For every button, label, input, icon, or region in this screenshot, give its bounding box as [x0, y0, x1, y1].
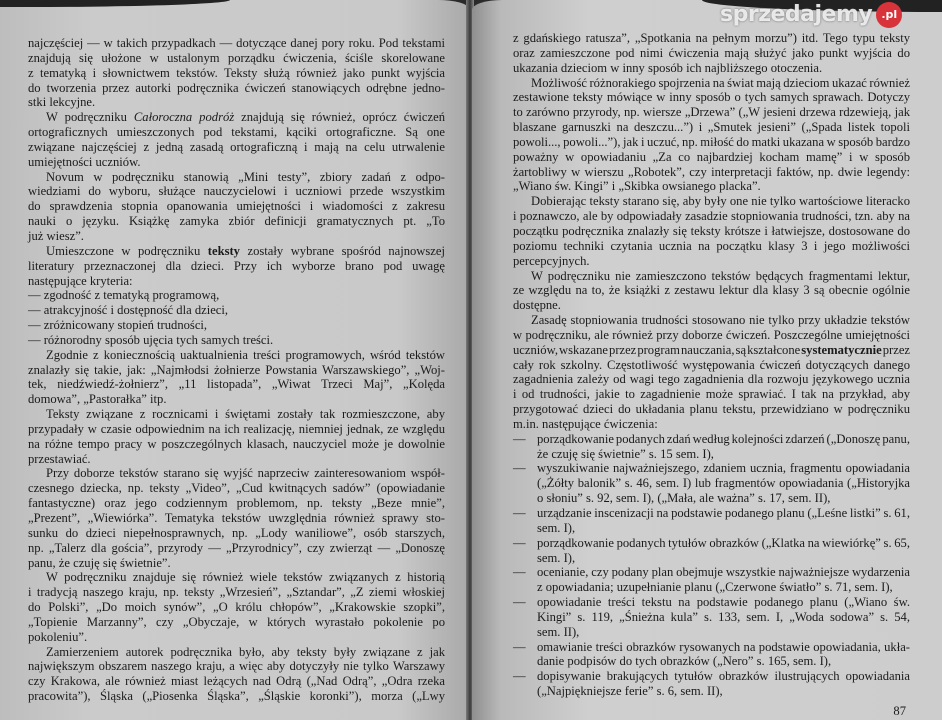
text-run: znalazły się takie, jak: „Najmłodsi żołnierze Powstania Warszawskiego”, „Woj- [28, 362, 445, 377]
text-line [513, 654, 910, 669]
line-text [537, 565, 910, 580]
text-line [28, 496, 445, 511]
text-line [513, 506, 910, 521]
text-line [513, 343, 910, 358]
line-text [28, 363, 445, 378]
text-run: z tematyką i słownictwem tekstów. Teksty służą również jako punkt wyjścia [28, 65, 445, 80]
text-run: i tradycją naszego kraju, np. teksty „Wrzesień”, „Sztandar”, „Z ziemi włoskiej [28, 585, 445, 600]
text-line [28, 511, 445, 526]
line-text [537, 654, 831, 669]
list-dash: — [513, 565, 526, 580]
text-run: przez [881, 342, 911, 357]
text-line [28, 541, 445, 556]
list-dash: — [513, 639, 526, 654]
line-text [28, 541, 445, 556]
text-run: nauki o języku. Książkę zamyka zbiór definicji gramatycznych pt. „To [28, 214, 445, 229]
text-line [28, 66, 445, 81]
line-text [28, 556, 171, 571]
text-line [513, 417, 910, 432]
line-text [28, 437, 445, 452]
text-line [28, 600, 445, 615]
line-text [46, 570, 445, 585]
text-run: związane najczęściej z jedną zasadą ortograficzną i mają na celu utrwalenie [28, 139, 445, 154]
text-line [513, 551, 910, 566]
text-run: i poznawczo, ale by odpowiadały zasadzie stopniowania trudności, tzn. aby na [513, 209, 910, 224]
line-text [531, 269, 910, 284]
text-run: wyszukiwanie najważniejszego, zdaniem ucznia, fragmentu opowiadania [537, 461, 910, 476]
text-run: sunku do dzieci niepełnosprawnych, np. „Lody waniliowe”, osób starszych, [28, 525, 445, 540]
right-page [472, 0, 942, 720]
text-run: i od trudności, jakie to zagadnienie może sprawiać. I tak na przykład, aby [513, 387, 910, 402]
right-page-text [513, 31, 910, 699]
text-line [513, 135, 910, 150]
text-line [513, 105, 910, 120]
left-page-text [28, 36, 445, 704]
text-run: sem. I), [537, 520, 576, 535]
text-line [28, 466, 445, 481]
watermark-logo [720, 1, 902, 29]
line-text [28, 630, 87, 645]
text-line [28, 437, 445, 452]
text-run: ocenianie, czy podany plan obejmuje wszystkie najważniejsze wydarzenia [537, 565, 910, 580]
line-text [28, 496, 445, 511]
line-text [28, 615, 445, 630]
text-line [513, 625, 910, 640]
text-run: najczęściej — w takich przypadkach — dotyczące danej pory roku. Pod tekstami [28, 36, 445, 50]
text-line [28, 348, 445, 363]
text-line [513, 165, 910, 180]
line-text [513, 298, 561, 313]
line-text [513, 254, 590, 269]
line-text [28, 600, 445, 615]
line-text [513, 135, 910, 150]
bold-text: teksty [207, 243, 240, 258]
text-run: m.in. następujące ćwiczenia: [513, 416, 658, 431]
text-line [513, 239, 910, 254]
text-run: początku podręcznika znalazły się teksty krótsze i łatwiejsze, dostosowane do [513, 223, 910, 238]
text-run: Teksty związane z rocznicami i świętami zostały tak rozmieszczone, aby [46, 407, 445, 422]
line-text [537, 625, 579, 640]
line-text [537, 595, 910, 610]
text-line [28, 229, 445, 244]
text-line [28, 110, 445, 125]
line-text [513, 179, 761, 194]
text-line [28, 259, 445, 274]
text-line [513, 194, 910, 209]
text-line [28, 36, 445, 51]
line-text [513, 402, 910, 417]
line-text [28, 481, 445, 496]
text-run: z gdańskiego ratusza”, „Spotkania na pełnym morzu”) itd. Tego typu teksty [513, 31, 910, 45]
text-run: („Żółty balonik” s. 46, sem. I) lub fragmentów opowiadania („Historyjka [537, 476, 910, 491]
text-run: to zarówno przyrody, np. wiersze „Drzewa” („W jesieni drzewa rdzewieją, jak [513, 105, 910, 120]
text-line [28, 422, 445, 437]
line-text [28, 66, 445, 81]
text-line [28, 689, 445, 704]
line-text [28, 585, 445, 600]
text-run: domowa”, „Pastorałka” itp. [28, 392, 167, 407]
text-line [513, 269, 910, 284]
text-run: Zasadę stopniowania trudności stosowano nie tylko przy układzie tekstów [531, 313, 910, 328]
text-run: panu, że czuję się świetnie”. [28, 555, 171, 570]
text-line [513, 521, 910, 536]
text-run: tek, niedźwiedź-żołnierz”, „11 listopada”, „Wiwat Trzeci Maj”, „Kolęda [28, 377, 445, 392]
text-run: omawianie treści obrazków rysowanych na podstawie opowiadania, ukła- [537, 639, 910, 654]
watermark-text: sprzedajemy [720, 2, 873, 27]
text-run: zestawione teksty mówiące w inny sposób o tych samych sprawach. Dotyczy [513, 90, 910, 105]
text-line [28, 184, 445, 199]
line-text [28, 288, 219, 303]
text-line [513, 461, 910, 476]
text-run: zagadnienia zależy od wagi tego zagadnienia dla rozwoju językowego ucznia [513, 372, 910, 387]
text-line [513, 61, 910, 76]
text-line [513, 372, 910, 387]
line-text [513, 90, 910, 105]
line-text [28, 155, 141, 170]
text-line [513, 536, 910, 551]
text-line [513, 90, 910, 105]
text-line [28, 214, 445, 229]
line-text [537, 521, 575, 536]
line-text [513, 224, 910, 239]
text-run: powoli..., powoli...”), jak i uczuć, np. miłość do matki ukazana w sposób bardzo [513, 134, 910, 149]
line-text [28, 36, 445, 51]
text-line [28, 674, 445, 689]
text-line [28, 452, 445, 467]
text-line [513, 313, 910, 328]
line-text [513, 239, 910, 254]
line-text [513, 61, 822, 76]
text-line [28, 585, 445, 600]
text-line [513, 476, 910, 491]
line-text [537, 640, 910, 655]
line-text [28, 274, 133, 289]
line-text [28, 229, 84, 244]
text-run: W podręczniku [46, 110, 134, 125]
text-run: następujące kryteria: [28, 273, 133, 288]
text-run: do Polski”, „Do moich synów”, „O królu chłopów”, „Krakowskie szopki”, [28, 600, 445, 615]
line-text [28, 51, 445, 66]
text-run: Dobierając teksty starano się, aby były one nie tylko wartościowe literacko [531, 194, 910, 209]
text-line [28, 81, 445, 96]
text-line [28, 377, 445, 392]
text-line [513, 328, 910, 343]
line-text [28, 689, 445, 704]
text-line [28, 170, 445, 185]
text-run: że czuję się świetnie” s. 15 sem. I), [537, 446, 714, 461]
text-line [28, 630, 445, 645]
text-line [513, 209, 910, 224]
text-run: z opowiadania; uzupełnianie planu („Czerwone światło” s. 71, sem. I), [537, 580, 893, 595]
line-text [513, 387, 910, 402]
text-run: dopisywanie brakujących tytułów obrazków ilustrujących opowiadania [537, 669, 910, 684]
line-text [537, 432, 910, 447]
list-dash: — [513, 506, 526, 520]
text-run: sem. I), [537, 550, 576, 565]
text-run: znajdują się również, oprócz ćwiczeń [234, 110, 445, 125]
page-shadow [0, 0, 230, 7]
text-line [28, 125, 445, 140]
line-text [28, 184, 445, 199]
line-text [513, 105, 910, 120]
text-line [513, 684, 910, 699]
line-text [513, 165, 910, 180]
text-line [513, 358, 910, 373]
text-line [513, 580, 910, 595]
text-line [28, 95, 445, 110]
text-run: przestawiać. [28, 451, 91, 466]
text-line [28, 140, 445, 155]
line-text [28, 659, 445, 674]
text-run: żartobliwy w wierszu „Robotek”, czy interpretacji faktów, np. dwie legendy: [513, 164, 910, 179]
text-run: porządkowanie podanych zdań według kolejności zdarzeń („Donoszę panu, [537, 431, 910, 446]
text-line [28, 615, 445, 630]
text-line [513, 491, 910, 506]
line-text [513, 343, 910, 358]
line-text [537, 669, 910, 684]
text-run: przygotować dzieci do układania planu tekstu, przewidziano w podręczniku [513, 402, 910, 417]
text-line [513, 669, 910, 684]
text-line [28, 570, 445, 585]
italic-title: Całoroczna podróż [133, 110, 235, 125]
text-run: — różnorodny sposób ujęcia tych samych treści. [28, 332, 274, 347]
text-run: porządkowanie podanych tytułów obrazków („Klatka na wiewiórkę” s. 65, [537, 535, 910, 550]
text-run: zostały wybrane spośród najnowszej [239, 243, 445, 258]
line-text [28, 422, 445, 437]
line-text [537, 610, 910, 625]
text-run: — zróżnicowany stopień trudności, [28, 318, 208, 333]
text-line [513, 31, 910, 46]
text-run: na różne tempo pracy w poszczególnych klasach, nauczyciel może je dowolnie [28, 436, 445, 451]
text-run: („Najpiękniejsze ferie” s. 6, sem. II), [537, 684, 723, 699]
text-run: W podręczniku znajduje się również wiele tekstów związanych z historią [46, 570, 445, 585]
text-line [28, 274, 445, 289]
line-text [28, 303, 228, 318]
line-text [28, 125, 445, 140]
text-run: literatury przeznaczonej dla dzieci. Przy ich wyborze brano pod uwagę [28, 258, 445, 273]
text-line [28, 481, 445, 496]
text-run: w podręczniku, ale również przy doborze ćwiczeń. Poszczególne umiejętności [513, 327, 910, 342]
line-text [28, 511, 445, 526]
line-text [537, 476, 910, 491]
text-line [28, 556, 445, 571]
line-text [28, 674, 445, 689]
text-run: uczniów, wskazane przez program nauczania, są kształcone [513, 342, 802, 357]
text-line [513, 283, 910, 298]
text-run: fantastyczne) oraz jego codziennym problemom, np. teksty „Beze mnie”, [28, 496, 445, 511]
watermark-badge: .pl [876, 2, 902, 28]
line-text [537, 551, 575, 566]
text-run: dostępne. [513, 298, 561, 313]
text-run: Umieszczone w podręczniku [46, 243, 208, 258]
line-text [28, 452, 91, 467]
line-text [28, 333, 273, 348]
line-text [531, 76, 910, 91]
line-text [46, 645, 445, 660]
text-run: Zamierzeniem autorek podręcznika było, aby teksty były związane z jak [46, 644, 445, 659]
line-text [513, 328, 910, 343]
list-dash: — [513, 461, 526, 476]
text-line [513, 179, 910, 194]
line-text [28, 140, 445, 155]
text-line [513, 387, 910, 402]
text-run: opowiadanie treści tekstu na podstawie podanego planu („Wiano św. [537, 595, 910, 610]
list-dash: — [513, 595, 526, 610]
text-run: np. „Talerz dla gościa”, przyrody — „Przyrodnicy”, czy zwierząt — „Donoszę [28, 540, 445, 555]
text-line [513, 150, 910, 165]
line-text [513, 283, 910, 298]
left-page [0, 0, 468, 720]
text-line [513, 595, 910, 610]
text-run: — atrakcyjność i dostępność dla dzieci, [28, 303, 229, 318]
text-run: danie podpisów do tych obrazków („Nero” s. 165, sem. I), [537, 654, 832, 669]
text-run: poziomu techniki czytania ucznia na początku klasy 3 i jego możliwości [513, 238, 910, 253]
line-text [513, 417, 658, 432]
list-dash: — [513, 669, 526, 684]
text-run: Przy doborze tekstów starano się wyjść naprzeciw zainteresowaniom współ- [46, 466, 445, 481]
line-text [537, 684, 723, 699]
line-text [537, 491, 830, 506]
line-text [537, 580, 893, 595]
text-run: oraz zamieszczone pod nimi ćwiczenia mają służyć jako punkt wyjścia do [513, 45, 910, 60]
text-line [513, 298, 910, 313]
line-text [537, 447, 714, 462]
text-run: urządzanie inscenizacji na podstawie podanego planu („Leśne listki” s. 61, [537, 506, 910, 520]
text-line [28, 51, 445, 66]
text-run: Zgodnie z koniecznością uaktualnienia treści programowych, wśród tekstów [46, 347, 445, 362]
text-run: Możliwość różnorakiego spojrzenia na świat mają dzieciom ukazać również [531, 75, 910, 90]
line-text [46, 407, 445, 422]
text-run: ukazania dzieciom w inny sposób ich najbliższego otoczenia. [513, 60, 823, 75]
line-text [28, 214, 445, 229]
line-text [537, 536, 910, 551]
list-dash: — [513, 535, 526, 550]
text-run: już wiesz”. [28, 228, 84, 243]
line-text [28, 95, 95, 110]
text-run: sem. II), [537, 624, 580, 639]
text-run: „Topienie Marzanny”, czy „Obyczaje, w których wyrastało pokolenie po [28, 614, 445, 629]
line-text [513, 372, 910, 387]
text-line [513, 640, 910, 655]
line-text [46, 466, 445, 481]
text-run: przypadały w czasie odpowiednim na ich realizację, niemniej jednak, ze względu [28, 421, 445, 436]
text-line [28, 318, 445, 333]
text-line [28, 333, 445, 348]
text-line [28, 155, 445, 170]
text-run: W podręczniku nie zamieszczono tekstów będących fragmentami lektur, [531, 268, 910, 283]
line-text [28, 377, 445, 392]
text-line [28, 526, 445, 541]
text-line [513, 254, 910, 269]
line-text [46, 110, 445, 125]
line-text [513, 358, 910, 373]
line-text [28, 199, 445, 214]
text-line [513, 224, 910, 239]
text-run: blaszane garnuszki na deszczu...”) i „Smutek jesieni” („Spada listek topoli [513, 120, 910, 135]
text-line [28, 244, 445, 259]
text-line [513, 432, 910, 447]
line-text [46, 170, 445, 185]
list-dash: — [513, 431, 526, 446]
text-line [513, 610, 910, 625]
text-run: percepcyjnych. [513, 253, 590, 268]
line-text [28, 392, 167, 407]
text-line [513, 120, 910, 135]
line-text [513, 120, 910, 135]
text-run: Kingi” s. 119, „Śnieżna kula” s. 133, sem. I, „Woda sodowa” s. 54, [537, 609, 910, 624]
text-run: do tworzenia przez autorki podręcznika ćwiczeń stanowiących odrębne jedno- [28, 80, 445, 95]
text-run: do sprawdzenia stopnia opanowania umiejętności i wiadomości z zakresu [28, 199, 445, 214]
text-line [28, 288, 445, 303]
text-run: czesnego dziecka, np. teksty „Video”, „Cud kwitnących sadów” (opowiadanie [28, 481, 445, 496]
text-line [28, 199, 445, 214]
line-text [513, 31, 910, 46]
line-text [531, 313, 910, 328]
text-run: poważny w opowiadaniu „Za co najbardziej kocham mamę” i w sposób [513, 149, 910, 164]
text-run: „Wiano św. Kingi” i „Skibka owsianego placka”. [513, 179, 761, 194]
line-text [28, 526, 445, 541]
text-line [28, 303, 445, 318]
line-text [531, 194, 910, 209]
line-text [46, 244, 445, 259]
text-run: pracowita”), Śląska („Piosenka Śląska”, „Śląskie koronki”), morza („Lwy [28, 689, 445, 704]
page-number: 87 [893, 704, 906, 718]
text-line [28, 392, 445, 407]
text-run: umiejętności uczniów. [28, 154, 141, 169]
text-run: cały rok szkolny. Częstotliwość występowania ćwiczeń dotyczących danego [513, 357, 910, 372]
line-text [28, 259, 445, 274]
text-run: stki lekcyjne. [28, 95, 96, 110]
text-line [513, 447, 910, 462]
text-run: pokoleniu”. [28, 629, 88, 644]
line-text [513, 209, 910, 224]
text-run: wiedziami do wyboru, służące nauczycielowi i uczniowi przede wszystkim [28, 184, 445, 199]
text-run: — zgodność z tematyką programową, [28, 288, 220, 303]
line-text [537, 461, 910, 476]
text-run: „Prezent”, „Wiewiórka”. Tematyka tekstów uwzględnia również sprawy sto- [28, 511, 445, 525]
text-line [513, 565, 910, 580]
text-run: ortograficznych umieszczonych pod tekstami, kąciki ortograficzne. Są one [28, 125, 445, 140]
line-text [537, 506, 910, 521]
text-line [28, 659, 445, 674]
line-text [46, 348, 445, 363]
text-run: Novum w podręczniku stanowią „Mini testy”, zbiory zadań z odpo- [46, 169, 445, 184]
text-run: ze względu na to, że książki z zestawu lektur dla klasy 3 są obecnie ogólnie [513, 283, 910, 298]
text-line [28, 363, 445, 378]
line-text [513, 46, 910, 61]
text-line [513, 402, 910, 417]
bold-text: systematycznie [801, 342, 882, 357]
text-line [513, 46, 910, 61]
text-run: o słoniu” s. 92, sem. I), („Mała, ale ważna” s. 17, sem. II), [537, 491, 831, 506]
text-line [28, 407, 445, 422]
line-text [513, 150, 910, 165]
line-text [28, 318, 207, 333]
text-run: czy Krakowa, ale również miast leżących nad Odrą („Nad Odrą”, „Odra rzeka [28, 674, 445, 689]
line-text [28, 81, 445, 96]
text-line [28, 645, 445, 660]
text-run: znajdują się ułożone w ustalonym porządku ćwiczenia, ściśle skorelowane [28, 50, 445, 65]
text-line [513, 76, 910, 91]
text-run: największym obszarem naszego kraju, a więc aby dotyczyły nie tylko Warszawy [28, 659, 445, 674]
